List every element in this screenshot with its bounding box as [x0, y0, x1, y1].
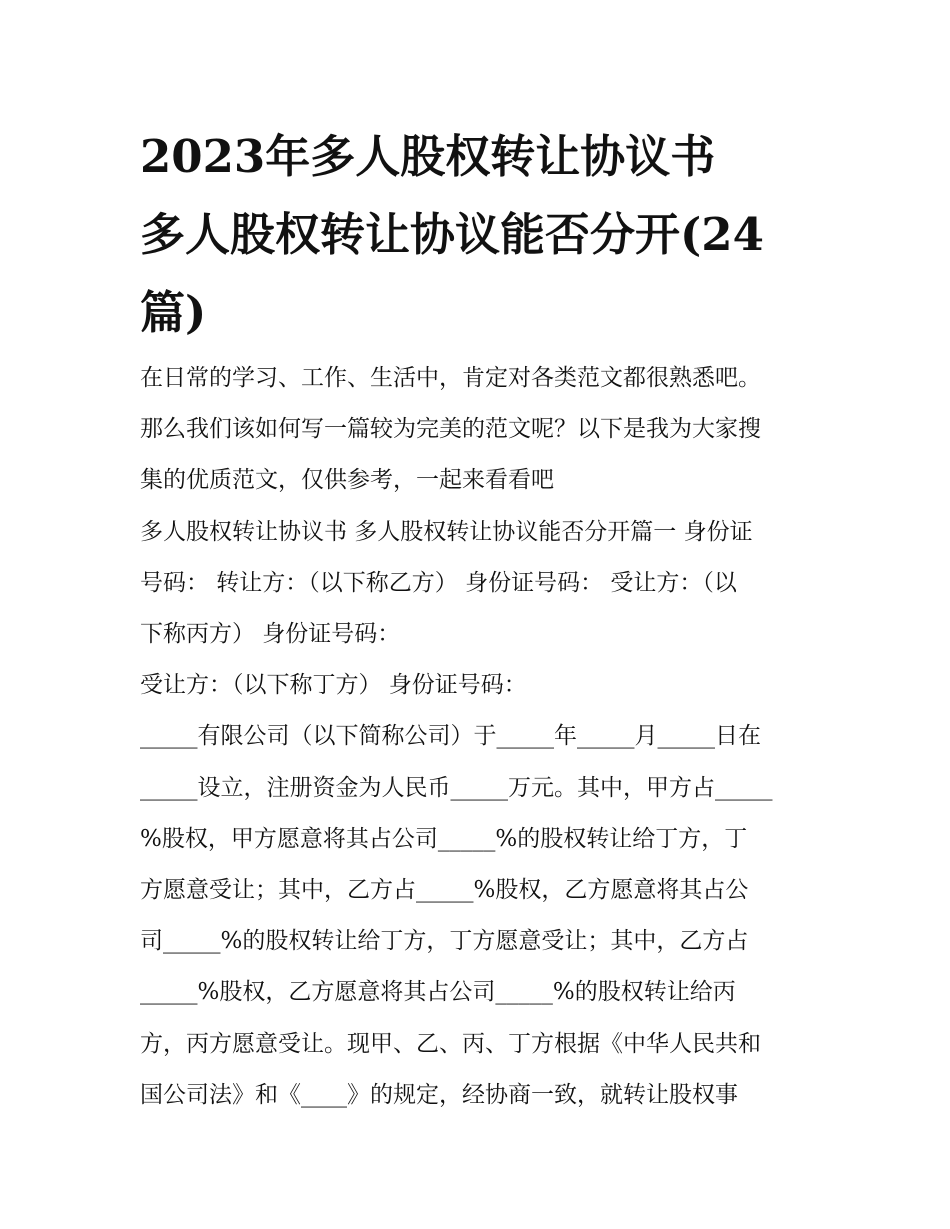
body-line-12: 司_____%的股权转让给丁方，丁方愿意受让；其中，乙方占 [140, 928, 749, 955]
title-line-3: 篇) [140, 286, 207, 339]
body-line-1: 在日常的学习、工作、生活中，肯定对各类范文都很熟悉吧。 [140, 365, 761, 391]
body-line-3: 集的优质范文，仅供参考，一起来看看吧 [140, 467, 554, 494]
body-line-13: _____%股权，乙方愿意将其占公司_____%的股权转让给丙 [140, 979, 736, 1006]
body-line-14: 方，丙方愿意受让。现甲、乙、丙、丁方根据《中华人民共和 [140, 1030, 761, 1057]
body-line-9: _____设立，注册资金为人民币_____万元。其中，甲方占_____ [140, 774, 773, 801]
body-line-15: 国公司法》和《____》的规定，经协商一致，就转让股权事 [140, 1081, 738, 1108]
body-line-6: 下称丙方） 身份证号码： [140, 621, 401, 648]
body-line-4: 多人股权转让协议书 多人股权转让协议能否分开篇一 身份证 [140, 518, 753, 545]
document-body [140, 353, 830, 1121]
title-line-1: 2023年多人股权转让协议书 [140, 130, 716, 183]
title-line-2: 多人股权转让协议能否分开(24 [140, 208, 764, 261]
body-line-5: 号码： 转让方：（以下称乙方） 身份证号码： 受让方：（以 [140, 569, 737, 596]
body-line-7: 受让方：（以下称丁方） 身份证号码： [140, 672, 527, 699]
body-line-11: 方愿意受让；其中，乙方占_____%股权，乙方愿意将其占公 [140, 877, 749, 904]
body-line-10: %股权，甲方愿意将其占公司_____%的股权转让给丁方，丁 [140, 825, 748, 852]
body-line-8: _____有限公司（以下简称公司）于_____年_____月_____日在 [140, 723, 761, 750]
body-line-2: 那么我们该如何写一篇较为完美的范文呢？以下是我为大家搜 [140, 416, 761, 443]
document-title [140, 118, 830, 352]
